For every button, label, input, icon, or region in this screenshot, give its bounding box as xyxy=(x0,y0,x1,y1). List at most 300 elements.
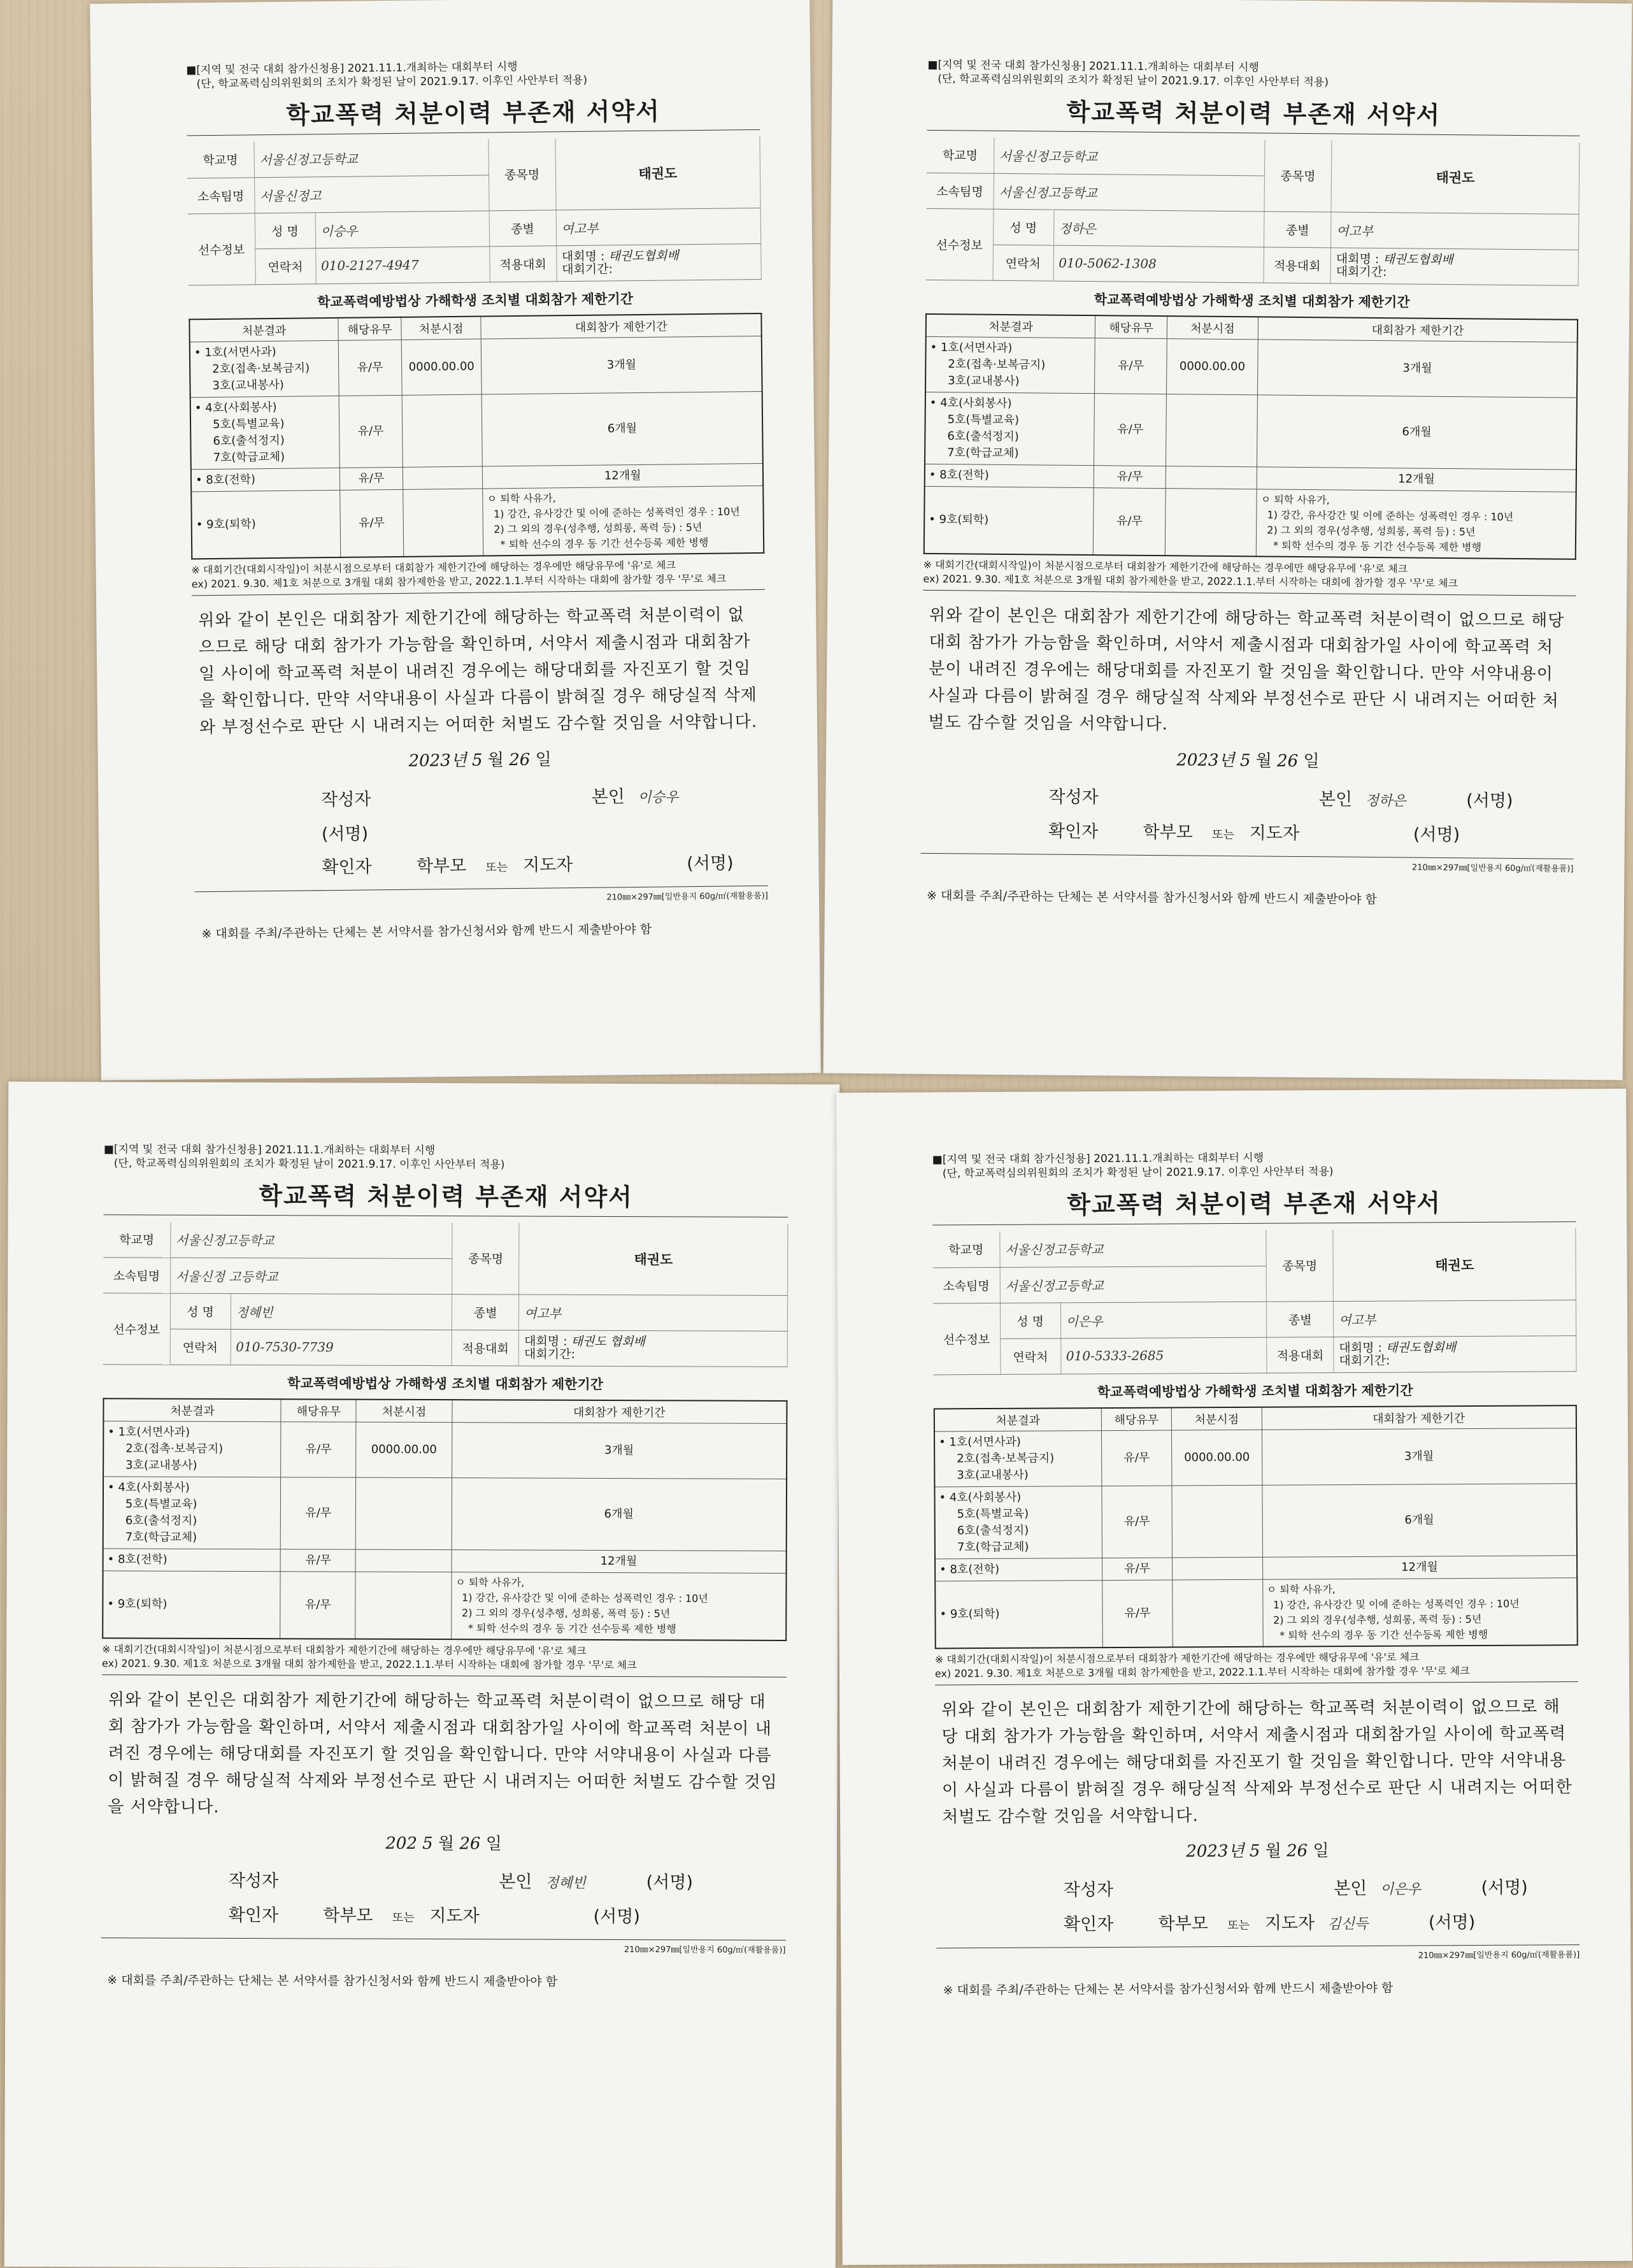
row-time xyxy=(1173,1579,1263,1647)
coach-signature xyxy=(1312,839,1408,840)
name-value: 이승우 xyxy=(315,210,490,248)
player-label: 선수정보 xyxy=(103,1293,170,1364)
result-line: 7호(학급교체) xyxy=(213,450,285,464)
date-month: 5 xyxy=(471,750,483,770)
row-yn: 유/무 xyxy=(1094,466,1166,489)
school-value: 서울신정고등학교 xyxy=(253,139,488,177)
info-table xyxy=(103,1221,788,1367)
paper-spec: 210㎜×297㎜[일반용지 60g/㎡(재활용품)] xyxy=(936,1944,1580,1963)
footnote-line-1: ※ 대회기간(대회시작일)이 처분시점으로부터 대회참가 제한기간에 해당하는 경우에만 해당유무에 '유'로 체크 xyxy=(923,558,1408,575)
writer-sign-line xyxy=(921,780,1574,820)
event-cell xyxy=(1334,1335,1576,1372)
row-time xyxy=(356,1477,452,1550)
limit-line: 1) 강간, 유사강간 및 이에 준하는 성폭력인 경우 : 10년 xyxy=(462,1591,708,1605)
row-limit: 3개월 xyxy=(1258,340,1578,398)
contact-value: 010-2127-4947 xyxy=(315,246,490,284)
header-result: 처분결과 xyxy=(189,317,338,341)
coach-label: 지도자 xyxy=(523,855,573,875)
notice-line-1: ■[지역 및 전국 대회 참가신청용] 2021.11.1.개최하는 대회부터 시행 xyxy=(927,58,1259,75)
row-yn: 유/무 xyxy=(1102,1486,1173,1558)
row-result xyxy=(935,1558,1102,1581)
footnote-line-2: ex) 2021. 9.30. 제1호 처분으로 3개월 대회 참가제한을 받고, 2022.1.1.부터 시작하는 대회에 참가할 경우 '무'로 체크 xyxy=(923,572,1458,590)
limit-line: 2) 그 외의 경우(성추행, 성희롱, 폭력 등) : 5년 xyxy=(1267,524,1476,538)
result-line: 5호(특별교육) xyxy=(957,1507,1029,1521)
rules-heading: 학교폭력예방법상 가해학생 조치별 대회참가 제한기간 xyxy=(1094,291,1410,310)
date-month: 5 xyxy=(1239,751,1251,771)
pledge-date: 2023년 5 월 26 일 xyxy=(1186,1841,1329,1862)
row-result xyxy=(925,336,1095,393)
row-time xyxy=(1165,489,1257,557)
coach-label: 지도자 xyxy=(429,1906,480,1927)
result-line: • 1호(서면사과) xyxy=(194,345,276,360)
team-value: 서울신정고등학교 xyxy=(1000,1266,1267,1303)
row-time: 0000.00.00 xyxy=(1172,1430,1262,1486)
row-yn: 유/무 xyxy=(1095,338,1167,394)
or-label: 또는 xyxy=(392,1911,415,1925)
footnote-line-1: ※ 대회기간(대회시작일)이 처분시점으로부터 대회참가 제한기간에 해당하는 경우에만 해당유무에 '유'로 체크 xyxy=(191,559,676,577)
header-result: 처분결과 xyxy=(926,313,1095,338)
row-result xyxy=(191,490,341,559)
event-name-value: 태권도 협회배 xyxy=(571,1334,645,1349)
notice-line-2: (단, 학교폭력심의위원회의 조치가 확정된 날이 2021.9.17. 이후인 사안부터 적용) xyxy=(113,1157,505,1172)
result-line: • 4호(사회봉사) xyxy=(194,400,277,415)
limit-line: 2) 그 외의 경우(성추행, 성희롱, 폭력 등) : 5년 xyxy=(462,1607,671,1620)
row-limit: 3개월 xyxy=(1262,1428,1576,1486)
sport-value: 태권도 xyxy=(519,1223,788,1295)
footnote-line-2: ex) 2021. 9.30. 제1호 처분으로 3개월 대회 참가제한을 받고, 2022.1.1.부터 시작하는 대회에 참가할 경우 '무'로 체크 xyxy=(191,572,727,591)
date-day: 26 xyxy=(509,750,531,770)
event-name-value: 태권도협회배 xyxy=(1385,1340,1457,1355)
contact-value: 010-7530-7739 xyxy=(231,1329,452,1365)
result-line: • 4호(사회봉사) xyxy=(107,1481,190,1495)
result-line: • 8호(전학) xyxy=(107,1553,168,1567)
footnote-line-2: ex) 2021. 9.30. 제1호 처분으로 3개월 대회 참가제한을 받고, 2022.1.1.부터 시작하는 대회에 참가할 경우 '무'로 체크 xyxy=(934,1665,1470,1680)
limit-line: * 퇴학 선수의 경우 동 기간 선수등록 제한 병행 xyxy=(467,1622,676,1635)
name-label: 성 명 xyxy=(255,212,316,248)
result-line: 2호(접촉·보복금지) xyxy=(212,361,310,376)
self-signature: 정하은 xyxy=(1365,793,1406,810)
date-year: 2023년 xyxy=(408,750,467,771)
limit-line: 1) 강간, 유사강간 및 이에 준하는 성폭력인 경우 : 10년 xyxy=(493,505,740,520)
result-line: 5호(특별교육) xyxy=(125,1497,197,1511)
sign-label: (서명) xyxy=(1466,791,1513,811)
limit-line: ㅇ 퇴학 사유가, xyxy=(1260,493,1330,506)
row-yn: 유/무 xyxy=(281,1549,356,1572)
date-year: 2023년 xyxy=(1186,1841,1244,1862)
row-result xyxy=(103,1571,280,1639)
result-line: 6호(출석정지) xyxy=(213,433,285,448)
confirmer-sign-line xyxy=(921,814,1574,855)
pledge-text: 위와 같이 본인은 대회참가 제한기간에 해당하는 학교폭력 처분이력이 없으므로 해당 대회 참가가 가능함을 확인하며, 서약서 제출시점과 대회참가일 사이에 학교폭력 처분이 내려진 경우에는 해당대회를 자진포기 할 것임을 확인합니다. 만약 서약내용이 사실과 다름이 밝혀질 경우 해당실적 삭제와 부정선수로 판단 시 내려지는 어떠한 처벌도 감수할 것임을 서약합니다. xyxy=(928,605,1565,735)
result-line: 7호(학급교체) xyxy=(947,446,1019,461)
category-value: 여고부 xyxy=(1334,1300,1576,1337)
notice xyxy=(932,1149,1576,1181)
footnote xyxy=(923,558,1576,596)
row-limit xyxy=(451,1572,786,1640)
result-line: 7호(학급교체) xyxy=(957,1540,1029,1554)
row-limit: 6개월 xyxy=(452,1478,787,1551)
row-time xyxy=(1173,1557,1262,1580)
pledge-text: 위와 같이 본인은 대회참가 제한기간에 해당하는 학교폭력 처분이력이 없으므로 해당 대회 참가가 가능함을 확인하며, 서약서 제출시점과 대회참가일 사이에 학교폭력 처분이 내려진 경우에는 해당대회를 자진포기 할 것임을 확인합니다. 만약 서약내용이 사실과 다름이 밝혀질 경우 해당실적 삭제와 부정선수로 판단 시 내려지는 어떠한 처벌도 감수할 것임을 서약합니다. xyxy=(941,1697,1572,1827)
category-label: 종별 xyxy=(1267,1301,1334,1337)
row-yn: 유/무 xyxy=(1094,394,1166,466)
event-name-label: 대회명 : xyxy=(1339,1340,1382,1356)
date-day: 26 xyxy=(1276,751,1299,771)
rules-table xyxy=(102,1398,787,1641)
team-value: 서울신정고등학교 xyxy=(993,173,1264,212)
self-label: 본인 xyxy=(1318,789,1353,810)
result-line: 6호(출석정지) xyxy=(957,1523,1029,1538)
rules-heading: 학교폭력예방법상 가해학생 조치별 대회참가 제한기간 xyxy=(317,291,634,310)
event-period-label: 대회기간: xyxy=(1336,264,1387,280)
contact-label: 연락처 xyxy=(255,248,316,284)
header-limit: 대회참가 제한기간 xyxy=(452,1400,787,1424)
category-label: 종별 xyxy=(1264,211,1330,247)
school-label: 학교명 xyxy=(932,1231,999,1268)
confirmer-label: 확인자 xyxy=(1063,1914,1114,1935)
row-yn: 유/무 xyxy=(1102,1580,1173,1647)
notice-line-1: ■[지역 및 전국 대회 참가신청용] 2021.11.1.개최하는 대회부터 시행 xyxy=(186,60,518,77)
rules-table xyxy=(934,1405,1578,1649)
category-value: 여고부 xyxy=(556,208,761,245)
limit-line: 1) 강간, 유사강간 및 이에 준하는 성폭력인 경우 : 10년 xyxy=(1273,1597,1520,1611)
sport-value: 태권도 xyxy=(1333,1228,1576,1301)
contact-label: 연락처 xyxy=(170,1329,231,1365)
row-yn: 유/무 xyxy=(1102,1558,1173,1581)
row-time xyxy=(355,1572,452,1639)
sign-label: (서명) xyxy=(321,824,369,845)
event-period-label: 대회기간: xyxy=(562,262,613,277)
result-line: 3호(교내봉사) xyxy=(125,1458,197,1472)
category-label: 종별 xyxy=(452,1294,519,1330)
confirmer-sign-line xyxy=(194,847,768,887)
parent-label: 학부모 xyxy=(416,856,467,877)
school-value: 서울신정고등학교 xyxy=(170,1222,452,1259)
writer-sign-line xyxy=(194,779,767,852)
result-line: 3호(교내봉사) xyxy=(212,378,285,392)
row-yn: 유/무 xyxy=(339,395,403,468)
notice-line-2: (단, 학교폭력심의위원회의 조치가 확정된 날이 2021.9.17. 이후인 사안부터 적용) xyxy=(196,73,588,91)
category-label: 종별 xyxy=(489,210,557,246)
header-time: 처분시점 xyxy=(1172,1407,1262,1430)
event-label: 적용대회 xyxy=(489,245,557,282)
event-label: 적용대회 xyxy=(1267,1337,1334,1373)
footnote-line-2: ex) 2021. 9.30. 제1호 처분으로 3개월 대회 참가제한을 받고, 2022.1.1.부터 시작하는 대회에 참가할 경우 '무'로 체크 xyxy=(102,1657,637,1672)
row-limit xyxy=(483,485,764,556)
coach-signature xyxy=(586,869,681,870)
event-period-label: 대회기간: xyxy=(524,1347,575,1361)
footnote xyxy=(191,557,764,596)
writer-label: 작성자 xyxy=(321,789,371,810)
writer-label: 작성자 xyxy=(1063,1879,1114,1900)
row-time xyxy=(1172,1485,1262,1558)
date-year: 2023년 xyxy=(1176,750,1235,771)
row-yn: 유/무 xyxy=(281,1477,356,1549)
name-value: 이은우 xyxy=(1060,1302,1267,1339)
row-result xyxy=(935,1581,1102,1649)
row-yn: 유/무 xyxy=(280,1572,355,1639)
notice-line-1: ■[지역 및 전국 대회 참가신청용] 2021.11.1.개최하는 대회부터 시행 xyxy=(103,1143,436,1158)
writer-label: 작성자 xyxy=(228,1870,279,1891)
header-time: 처분시점 xyxy=(401,316,481,340)
school-value: 서울신정고등학교 xyxy=(999,1230,1266,1267)
row-result xyxy=(925,392,1095,465)
limit-line: 2) 그 외의 경우(성추행, 성희롱, 폭력 등) : 5년 xyxy=(1273,1612,1482,1626)
row-yn: 유/무 xyxy=(338,340,402,396)
or-label: 또는 xyxy=(485,861,508,875)
result-line: • 9호(퇴학) xyxy=(107,1597,168,1611)
header-applicable: 해당유무 xyxy=(338,317,401,340)
row-result xyxy=(103,1477,281,1549)
pledge-form-sheet xyxy=(90,0,821,1080)
self-label: 본인 xyxy=(499,1872,532,1892)
footnote-line-1: ※ 대회기간(대회시작일)이 처분시점으로부터 대회참가 제한기간에 해당하는 경우에만 해당유무에 '유'로 체크 xyxy=(102,1643,587,1657)
form-title: 학교폭력 처분이력 부존재 서약서 xyxy=(104,1175,788,1217)
row-limit: 12개월 xyxy=(452,1550,787,1574)
event-name-label: 대회명 : xyxy=(561,249,605,264)
result-line: 6호(출석정지) xyxy=(125,1514,197,1528)
team-label: 소속팀명 xyxy=(187,177,255,213)
category-value: 여고부 xyxy=(519,1295,788,1331)
row-result xyxy=(924,486,1094,555)
contact-value: 010-5333-2685 xyxy=(1060,1337,1267,1374)
limit-line: * 퇴학 선수의 경우 동 기간 선수등록 제한 병행 xyxy=(1273,539,1482,554)
row-result xyxy=(925,464,1094,487)
result-line: 2호(접촉·보복금지) xyxy=(957,1451,1055,1466)
row-yn: 유/무 xyxy=(281,1422,356,1477)
pledge-form-sheet xyxy=(836,1089,1632,2265)
limit-line: * 퇴학 선수의 경우 동 기간 선수등록 제한 병행 xyxy=(1280,1628,1488,1642)
sign-label: (서명) xyxy=(1481,1877,1528,1898)
header-limit: 대회참가 제한기간 xyxy=(1258,317,1578,342)
limit-line: ㅇ 퇴학 사유가, xyxy=(1266,1583,1336,1596)
limit-line: ㅇ 퇴학 사유가, xyxy=(455,1576,525,1589)
sport-label: 종목명 xyxy=(452,1223,519,1294)
result-line: • 1호(서면사과) xyxy=(930,340,1013,355)
result-line: 2호(접촉·보복금지) xyxy=(125,1442,224,1456)
row-time: 0000.00.00 xyxy=(401,339,482,395)
event-cell xyxy=(518,1330,787,1367)
result-line: • 4호(사회봉사) xyxy=(939,1490,1022,1505)
header-limit: 대회참가 제한기간 xyxy=(481,313,761,339)
contact-value: 010-5062-1308 xyxy=(1053,245,1264,283)
self-signature: 이승우 xyxy=(638,789,679,807)
result-line: 5호(특별교육) xyxy=(947,413,1020,427)
result-line: 2호(접촉·보복금지) xyxy=(948,357,1046,372)
event-name-value: 태권도협회배 xyxy=(1383,252,1453,268)
rules-table xyxy=(923,313,1578,559)
coach-label: 지도자 xyxy=(1264,1913,1315,1934)
row-yn: 유/무 xyxy=(1094,488,1166,556)
row-result xyxy=(934,1486,1102,1559)
footnote xyxy=(102,1642,787,1677)
row-result xyxy=(934,1431,1102,1487)
self-signature: 이은우 xyxy=(1380,1881,1421,1898)
notice-line-2: (단, 학교폭력심의위원회의 조치가 확정된 날이 2021.9.17. 이후인 사안부터 적용) xyxy=(938,73,1329,89)
name-value: 정혜빈 xyxy=(231,1293,452,1330)
row-limit: 12개월 xyxy=(483,463,763,489)
rules-heading: 학교폭력예방법상 가해학생 조치별 대회참가 제한기간 xyxy=(287,1375,604,1392)
footnote-line-1: ※ 대회기간(대회시작일)이 처분시점으로부터 대회참가 제한기간에 해당하는 경우에만 해당유무에 '유'로 체크 xyxy=(934,1651,1420,1666)
row-limit: 3개월 xyxy=(452,1423,787,1479)
row-limit xyxy=(1256,489,1576,559)
header-result: 처분결과 xyxy=(103,1398,281,1422)
sport-value: 태권도 xyxy=(1331,140,1580,213)
confirmer-label: 확인자 xyxy=(1048,821,1099,842)
result-line: 3호(교내봉사) xyxy=(948,374,1020,389)
sign-label: (서명) xyxy=(687,853,734,874)
self-label: 본인 xyxy=(1334,1878,1367,1899)
pledge-text: 위와 같이 본인은 대회참가 제한기간에 해당하는 학교폭력 처분이력이 없으므로 해당 대회 참가가 가능함을 확인하며, 서약서 제출시점과 대회참가일 사이에 학교폭력 처분이 내려진 경우에는 해당대회를 자진포기 할 것임을 확인합니다. 만약 서약내용이 사실과 다름이 밝혀질 경우 해당실적 삭제와 부정선수로 판단 시 내려지는 어떠한 처벌도 감수할 것임을 서약합니다. xyxy=(108,1690,778,1817)
writer-sign-line xyxy=(936,1871,1580,1909)
limit-line: * 퇴학 선수의 경우 동 기간 선수등록 제한 병행 xyxy=(500,536,709,551)
result-line: • 9호(퇴학) xyxy=(939,1607,1000,1621)
school-value: 서울신정고등학교 xyxy=(994,138,1265,176)
row-time xyxy=(1166,466,1257,489)
result-line: 3호(교내봉사) xyxy=(957,1468,1029,1482)
row-limit: 12개월 xyxy=(1257,467,1576,492)
bottom-note: ※ 대회를 주최/주관하는 단체는 본 서약서를 참가신청서와 함께 반드시 제출받아야 함 xyxy=(926,888,1377,907)
coach-signature xyxy=(492,1921,588,1922)
coach-signature: 김신득 xyxy=(1327,1916,1369,1933)
row-limit: 6개월 xyxy=(1262,1484,1577,1558)
player-label: 선수정보 xyxy=(926,208,994,280)
name-label: 성 명 xyxy=(170,1293,231,1329)
event-cell xyxy=(556,243,761,281)
date-day: 26 xyxy=(459,1834,481,1854)
self-label: 본인 xyxy=(591,787,625,807)
header-time: 처분시점 xyxy=(1167,316,1259,340)
row-yn: 유/무 xyxy=(340,489,404,557)
sport-value: 태권도 xyxy=(555,136,760,210)
result-line: • 1호(서면사과) xyxy=(108,1425,190,1439)
writer-label: 작성자 xyxy=(1048,787,1099,808)
school-label: 학교명 xyxy=(103,1221,170,1257)
limit-line: 2) 그 외의 경우(성추행, 성희롱, 폭력 등) : 5년 xyxy=(494,520,702,536)
result-line: • 9호(퇴학) xyxy=(929,512,989,527)
sign-label: (서명) xyxy=(1413,824,1460,845)
sport-label: 종목명 xyxy=(488,138,556,210)
row-time xyxy=(1166,394,1257,467)
event-name-label: 대회명 : xyxy=(1336,252,1380,267)
sign-label: (서명) xyxy=(1428,1913,1476,1933)
footnote xyxy=(935,1649,1578,1685)
confirmer-label: 확인자 xyxy=(322,857,372,878)
pledge-form-sheet xyxy=(4,1082,839,2268)
team-label: 소속팀명 xyxy=(927,173,994,209)
result-line: • 9호(퇴학) xyxy=(196,517,256,532)
row-limit: 6개월 xyxy=(482,391,763,466)
parent-label: 학부모 xyxy=(323,1906,373,1926)
writer-sign-line xyxy=(101,1864,786,1901)
rules-heading: 학교폭력예방법상 가해학생 조치별 대회참가 제한기간 xyxy=(1097,1382,1413,1400)
name-label: 성 명 xyxy=(1000,1302,1060,1338)
header-applicable: 해당유무 xyxy=(1095,315,1167,339)
sport-label: 종목명 xyxy=(1266,1230,1334,1302)
name-label: 성 명 xyxy=(993,209,1053,245)
contact-label: 연락처 xyxy=(1000,1338,1060,1374)
or-label: 또는 xyxy=(1212,828,1234,842)
event-label: 적용대회 xyxy=(1264,247,1330,283)
team-value: 서울신정 고등학교 xyxy=(170,1258,452,1295)
form-title: 학교폭력 처분이력 부존재 서약서 xyxy=(932,1182,1576,1225)
row-result xyxy=(103,1549,281,1572)
pledge-text: 위와 같이 본인은 대회참가 제한기간에 해당하는 학교폭력 처분이력이 없으므로 해당 대회 참가가 가능함을 확인하며, 서약서 제출시점과 대회참가일 사이에 학교폭력 처분이 내려진 경우에는 해당대회를 자진포기 할 것임을 확인합니다. 만약 서약내용이 사실과 다름이 밝혀질 경우 해당실적 삭제와 부정선수로 판단 시 내려지는 어떠한 처벌도 감수할 것임을 서약합니다. xyxy=(198,605,758,738)
bottom-note: ※ 대회를 주최/주관하는 단체는 본 서약서를 참가신청서와 함께 반드시 제출받아야 함 xyxy=(201,922,652,942)
bottom-note: ※ 대회를 주최/주관하는 단체는 본 서약서를 참가신청서와 함께 반드시 제출받아야 함 xyxy=(943,1981,1394,1998)
date-day: 26 xyxy=(1286,1841,1308,1861)
header-time: 처분시점 xyxy=(356,1399,452,1423)
team-value: 서울신정고 xyxy=(254,175,489,213)
notice-line-2: (단, 학교폭력심의위원회의 조치가 확정된 날이 2021.9.17. 이후인 사안부터 적용) xyxy=(942,1165,1334,1181)
school-label: 학교명 xyxy=(187,141,254,178)
sign-label: (서명) xyxy=(646,1872,693,1893)
limit-line: 1) 강간, 유사강간 및 이에 준하는 성폭력인 경우 : 10년 xyxy=(1267,508,1514,523)
result-line: • 4호(사회봉사) xyxy=(929,396,1012,411)
rules-table xyxy=(189,312,764,559)
event-name-label: 대회명 : xyxy=(524,1334,567,1349)
row-limit: 12개월 xyxy=(1262,1556,1577,1580)
row-result xyxy=(190,340,339,397)
row-time: 0000.00.00 xyxy=(1166,339,1258,395)
event-label: 적용대회 xyxy=(452,1330,518,1365)
or-label: 또는 xyxy=(1227,1918,1250,1933)
row-result xyxy=(191,468,340,491)
row-yn: 유/무 xyxy=(339,467,403,490)
limit-line: ㅇ 퇴학 사유가, xyxy=(487,492,556,505)
sign-label: (서명) xyxy=(593,1906,640,1927)
contact-label: 연락처 xyxy=(993,245,1053,281)
result-line: • 8호(전학) xyxy=(195,473,256,487)
pledge-date: 2023년 5 월 26 일 xyxy=(1176,750,1320,772)
pledge-date: 202 5 월 26 일 xyxy=(385,1834,502,1854)
parent-label: 학부모 xyxy=(1143,822,1193,843)
category-value: 여고부 xyxy=(1330,212,1578,249)
row-limit: 6개월 xyxy=(1257,395,1577,470)
event-period-label: 대회기간: xyxy=(1339,1353,1390,1368)
school-label: 학교명 xyxy=(927,137,994,173)
header-applicable: 해당유무 xyxy=(281,1399,356,1422)
date-month: 5 xyxy=(1249,1841,1260,1861)
result-line: • 1호(서면사과) xyxy=(939,1435,1021,1449)
notice xyxy=(104,1142,788,1173)
sport-label: 종목명 xyxy=(1264,140,1332,212)
row-time xyxy=(403,489,483,557)
team-label: 소속팀명 xyxy=(103,1257,170,1293)
header-applicable: 해당유무 xyxy=(1101,1407,1172,1431)
coach-label: 지도자 xyxy=(1249,823,1300,843)
form-title: 학교폭력 처분이력 부존재 서약서 xyxy=(187,90,760,136)
event-cell xyxy=(1330,247,1578,285)
header-result: 처분결과 xyxy=(934,1408,1101,1432)
row-time xyxy=(403,466,483,489)
info-table xyxy=(932,1228,1576,1375)
header-limit: 대회참가 제한기간 xyxy=(1262,1405,1576,1430)
pledge-form-sheet xyxy=(824,0,1632,1080)
row-time: 0000.00.00 xyxy=(356,1422,452,1478)
pledge-date: 2023년 5 월 26 일 xyxy=(408,750,552,771)
form-title: 학교폭력 처분이력 부존재 서약서 xyxy=(927,91,1581,136)
result-line: • 8호(전학) xyxy=(939,1562,1000,1577)
paper-spec: 210㎜×297㎜[일반용지 60g/㎡(재활용품)] xyxy=(101,1937,785,1955)
notice-line-1: ■[지역 및 전국 대회 참가신청용] 2021.11.1.개최하는 대회부터 시행 xyxy=(932,1151,1264,1166)
row-result xyxy=(190,396,340,469)
row-result xyxy=(103,1421,281,1477)
row-limit xyxy=(1262,1578,1577,1647)
name-value: 정하은 xyxy=(1053,210,1264,247)
confirmer-sign-line xyxy=(936,1906,1580,1944)
date-month: 5 xyxy=(422,1834,433,1854)
